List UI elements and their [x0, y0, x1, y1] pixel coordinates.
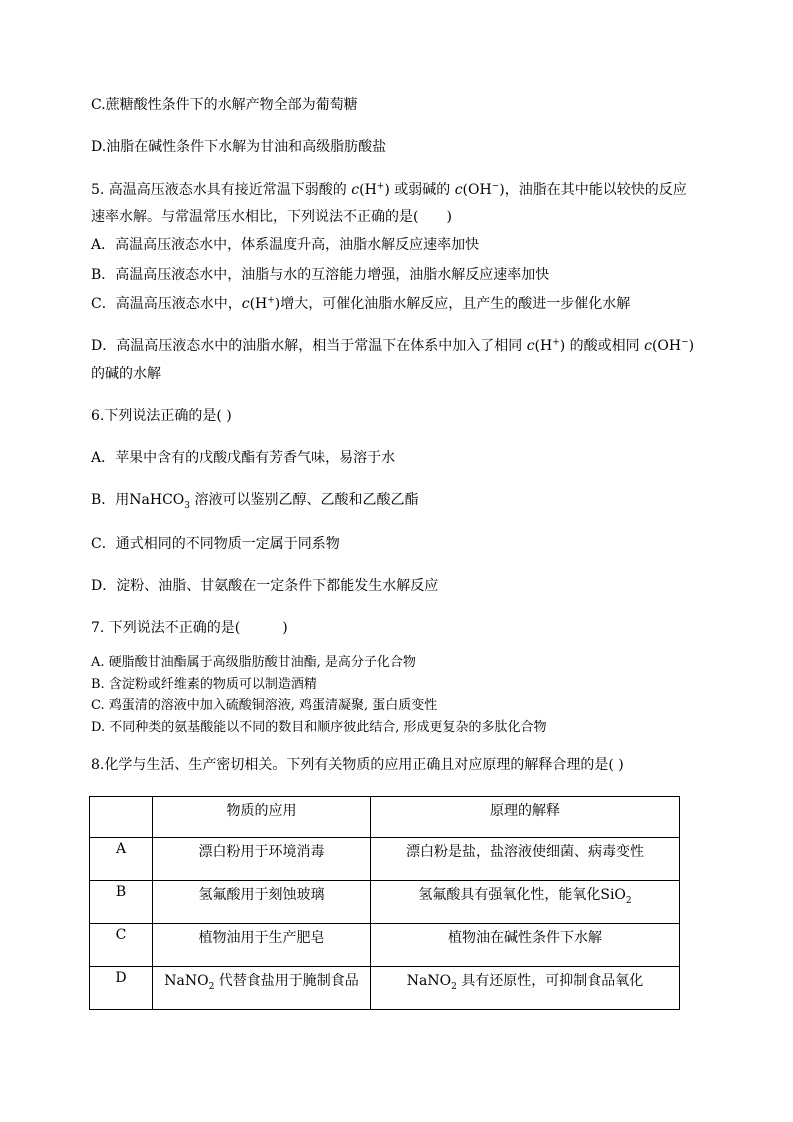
row-label: C	[90, 924, 153, 967]
header-cell-label	[90, 797, 153, 838]
table-row	[90, 924, 680, 967]
row-reason: 漂白粉是盐，盐溶液使细菌、病毒变性	[371, 838, 680, 881]
q4-option-d: D.油脂在碱性条件下水解为甘油和高级脂肪酸盐	[91, 139, 387, 155]
q5-option-b: B．高温高压液态水中，油脂与水的互溶能力增强，油脂水解反应速率加快	[91, 267, 550, 283]
row-reason: 植物油在碱性条件下水解	[371, 924, 680, 967]
q5-option-d-line-2: 的碱的水解	[91, 366, 161, 382]
q8-table	[89, 796, 680, 1010]
header-cell-reason: 原理的解释	[371, 797, 680, 838]
row-use: 漂白粉用于环境消毒	[153, 838, 371, 881]
header-cell-use: 物质的应用	[153, 797, 371, 838]
q8-stem: 8.化学与生活、生产密切相关。下列有关物质的应用正确且对应原理的解释合理的是( )	[91, 757, 624, 773]
q6-option-a: A．苹果中含有的戊酸戊酯有芳香气味，易溶于水	[91, 450, 396, 466]
q7-option-b: B. 含淀粉或纤维素的物质可以制造酒精	[91, 677, 317, 692]
q6-option-c: C．通式相同的不同物质一定属于同系物	[91, 536, 340, 552]
q5-stem-line-1: 5. 高温高压液态水具有接近常温下弱酸的 c(H+) 或弱碱的 c(OH−)，油脂在其中能以较快的反应	[91, 181, 687, 198]
q6-option-b: B．用NaHCO$_3$ 溶液可以鉴别乙醇、乙酸和乙酸乙酯	[91, 492, 419, 511]
q5-option-a: A．高温高压液态水中，体系温度升高，油脂水解反应速率加快	[91, 237, 480, 253]
row-label: B	[90, 881, 153, 924]
row-use: 植物油用于生产肥皂	[153, 924, 371, 967]
q7-stem: 7. 下列说法不正确的是( )	[91, 620, 288, 636]
q7-option-d: D. 不同种类的氨基酸能以不同的数目和顺序彼此结合, 形成更复杂的多肽化合物	[91, 720, 547, 735]
row-reason: NaNO$_2$ 具有还原性，可抑制食品氧化	[371, 967, 680, 1010]
table-row	[90, 881, 680, 924]
row-use: 氢氟酸用于刻蚀玻璃	[153, 881, 371, 924]
row-use: NaNO$_2$ 代替食盐用于腌制食品	[153, 967, 371, 1010]
q4-option-c: C.蔗糖酸性条件下的水解产物全部为葡萄糖	[91, 97, 358, 113]
q7-option-c: C. 鸡蛋清的溶液中加入硫酸铜溶液, 鸡蛋清凝聚, 蛋白质变性	[91, 698, 438, 713]
row-label: A	[90, 838, 153, 881]
q5-option-c: C．高温高压液态水中，c(H+)增大，可催化油脂水解反应，且产生的酸进一步催化水解	[91, 295, 631, 312]
q7-option-a: A. 硬脂酸甘油酯属于高级脂肪酸甘油酯, 是高分子化合物	[91, 655, 416, 670]
table-row	[90, 838, 680, 881]
q6-option-d: D．淀粉、油脂、甘氨酸在一定条件下都能发生水解反应	[91, 578, 439, 594]
table-row	[90, 967, 680, 1010]
q6-stem: 6.下列说法正确的是( )	[91, 408, 232, 424]
row-reason: 氢氟酸具有强氧化性，能氧化SiO$_2$	[371, 881, 680, 924]
q5-option-d-line-1: D．高温高压液态水中的油脂水解，相当于常温下在体系中加入了相同 c(H+) 的酸或相同 c(OH−)	[91, 337, 695, 354]
q5-stem-line-2: 速率水解。与常温常压水相比，下列说法不正确的是( )	[91, 209, 452, 225]
row-label: D	[90, 967, 153, 1010]
table-header-row	[90, 797, 680, 838]
